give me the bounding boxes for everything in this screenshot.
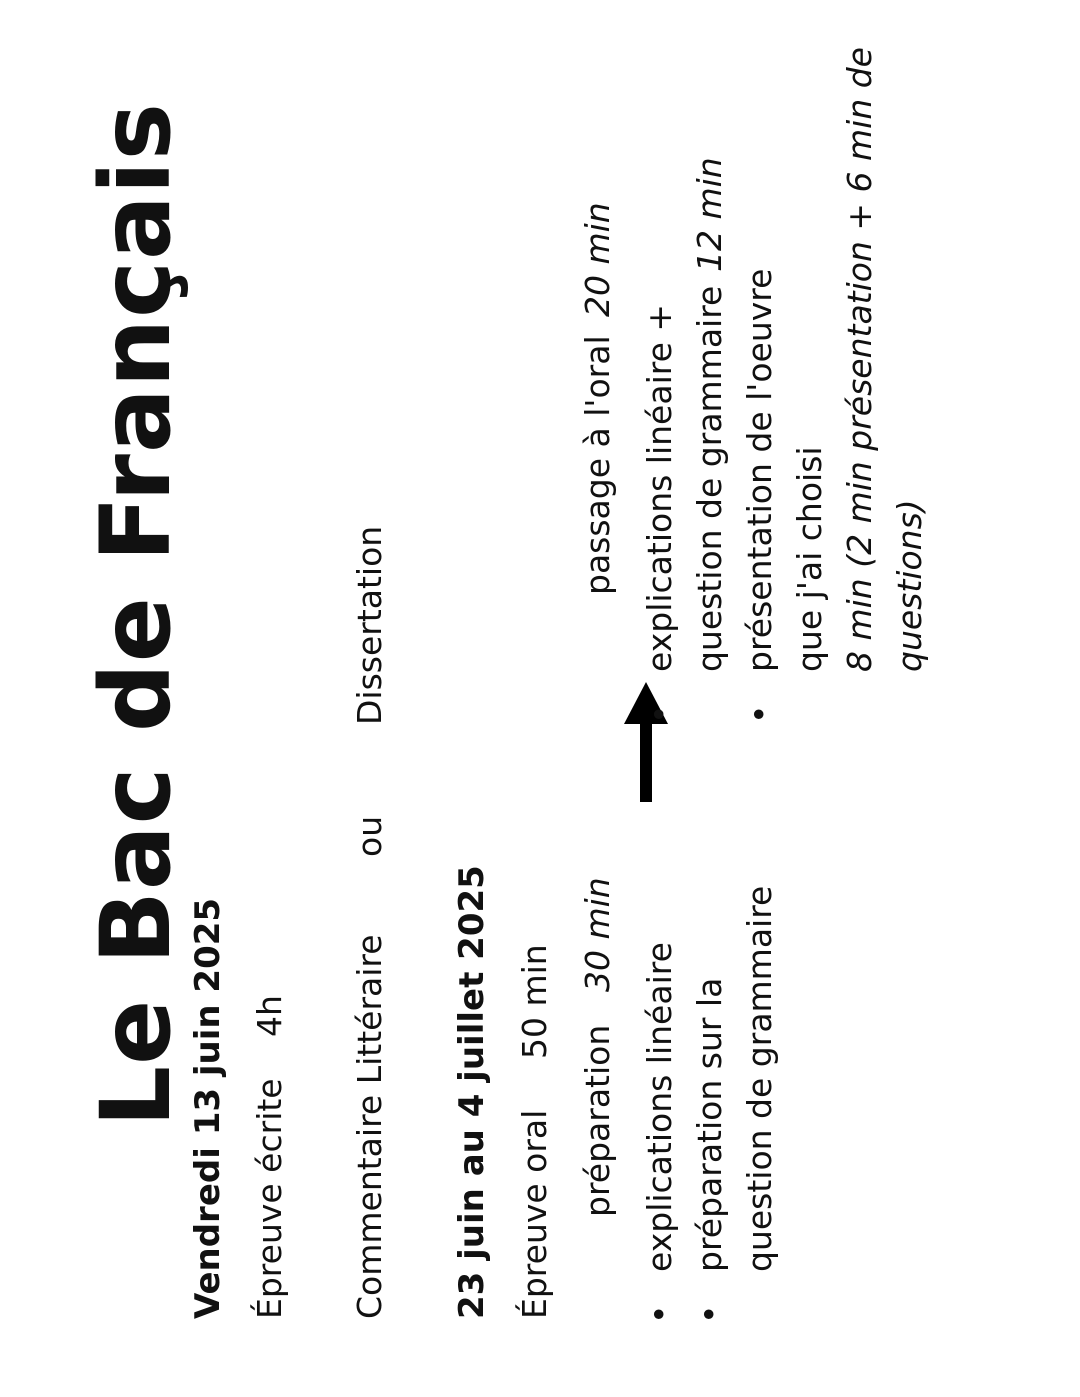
prep-time: 30 min — [578, 877, 617, 992]
pass-item-3-time: 8 min (2 min présentation + 6 min de — [840, 47, 879, 672]
pass-item-3: • présentation de l'oeuvre — [740, 269, 779, 672]
written-label: Épreuve écrite — [250, 1078, 289, 1319]
oral-date: 23 juin au 4 juillet 2025 — [452, 865, 492, 1319]
pass-item-3-time-b: questions) — [890, 499, 929, 672]
pass-item-3b: que j'ai choisi — [790, 446, 829, 672]
pass-time: 20 min — [578, 202, 617, 317]
written-date: Vendredi 13 juin 2025 — [188, 897, 228, 1319]
prep-item-3: question de grammaire — [740, 885, 779, 1272]
pass-item-2: question de grammaire — [690, 285, 729, 672]
oral-duration: 50 min — [515, 944, 554, 1059]
written-option-commentaire: Commentaire Littéraire — [350, 934, 389, 1319]
page-title: Le Bac de Français — [80, 102, 192, 1127]
written-duration: 4h — [250, 995, 289, 1037]
pass-item-2-time: 12 min — [690, 157, 729, 272]
arrow-right-icon — [622, 682, 670, 802]
prep-item-1: • explications linéaire — [640, 942, 679, 1272]
written-option-dissertation: Dissertation — [350, 525, 389, 725]
prep-item-2: • préparation sur la — [690, 978, 729, 1272]
written-or: ou — [350, 815, 389, 857]
oral-label: Épreuve oral — [515, 1109, 554, 1319]
prep-label: préparation — [578, 1024, 617, 1217]
pass-label: passage à l'oral — [578, 335, 617, 595]
pass-item-1: • explications linéaire + — [640, 304, 679, 672]
